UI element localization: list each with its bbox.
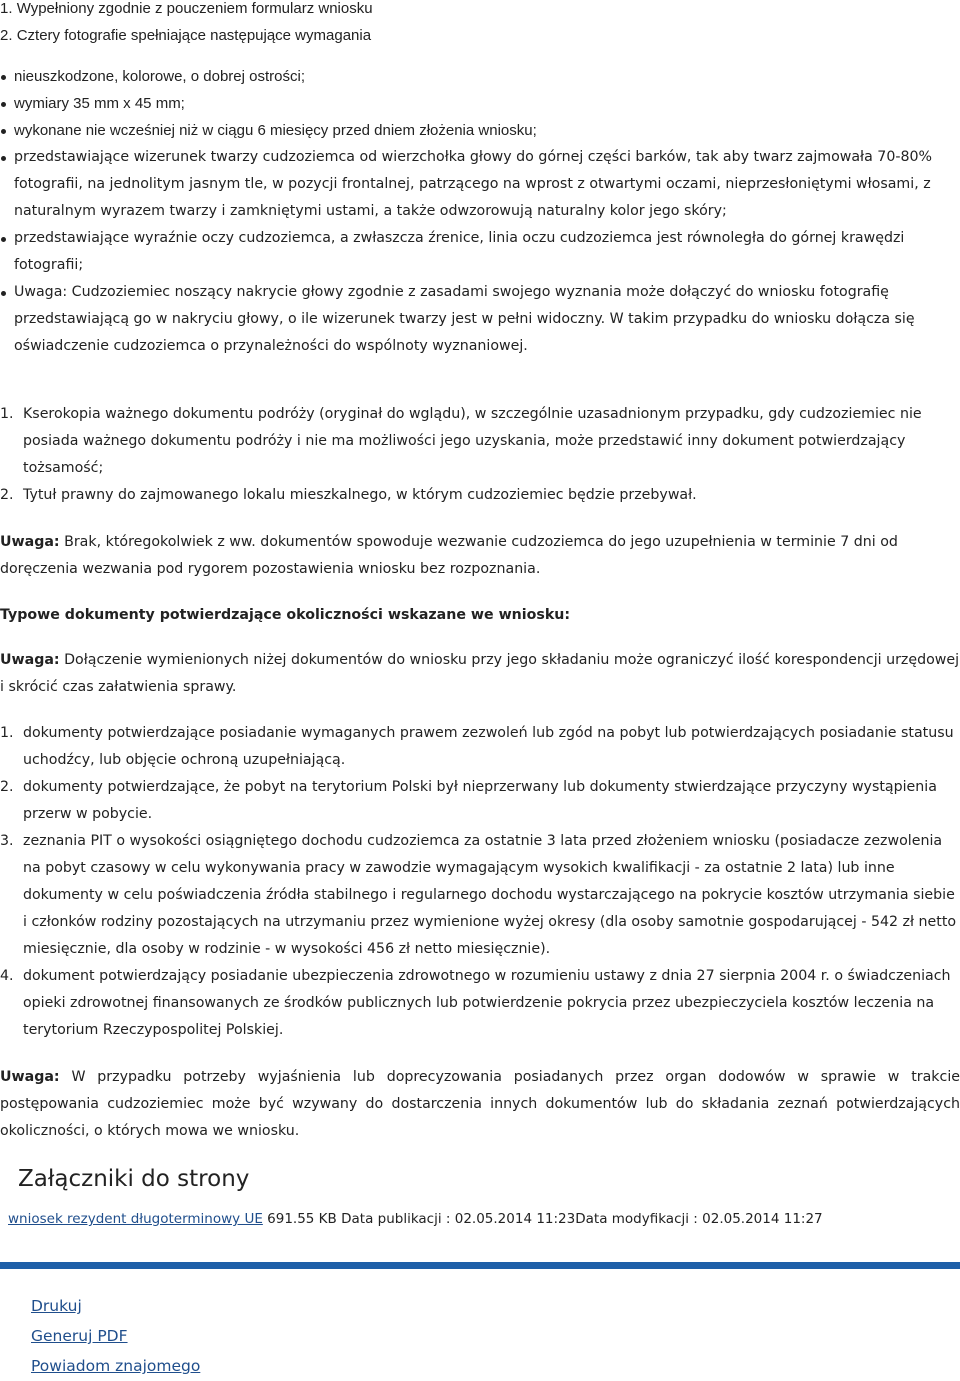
list-item: 3. zeznania PIT o wysokości osiągniętego dochodu cudzoziemca za ostatnie 3 lata przed złożeniem wniosku (posiadacze zezwolenia na pobyt czasowy w celu wykonywania pracy w zawodzie wymagającym wysokich kwalifikacji - za ostatnie 2 lata) lub inne dokumenty w celu poświadczenia źródła stabilnego i regularnego dochodu wystarczającego na pokrycie kosztów utrzymania siebie i członków rodziny pozostających na utrzymaniu przez wymienione wyżej okresy (dla osoby samotnie gospodarującej - 542 zł netto miesięcznie, dla osoby w rodzinie - w wysokości 456 zł netto miesięcznie). <box>0 833 957 957</box>
list-item: przedstawiające wyraźnie oczy cudzoziemca, a zwłaszcza źrenice, linia oczu cudzoziemca jest równoległa do górnej krawędzi fotografii; <box>0 225 960 279</box>
list-item: 2. Cztery fotografie spełniające następujące wymagania <box>0 27 372 44</box>
page-tools <box>31 1291 960 1381</box>
list-item: nieuszkodzone, kolorowe, o dobrej ostrości; <box>0 63 960 90</box>
list-item: 1. Wypełniony zgodnie z pouczeniem formularz wniosku <box>0 0 373 17</box>
typical-documents-list <box>0 720 960 1044</box>
separator-bar <box>0 1262 960 1269</box>
list-item: wykonane nie wcześniej niż w ciągu 6 miesięcy przed dniem złożenia wniosku; <box>0 117 960 144</box>
list-item: 1. dokumenty potwierdzające posiadanie wymaganych prawem zezwoleń lub zgód na pobyt lub potwierdzających posiadanie statusu uchodźcy, lub objęcie ochroną uzupełniającą. <box>0 725 954 768</box>
list-item: przedstawiające wizerunek twarzy cudzoziemca od wierzchołka głowy do górnej części barków, tak aby twarz zajmowała 70-80% fotografii, na jednolitym jasnym tle, w pozycji frontalnej, patrzącego na wprost z otwartymi oczami, nieprzesłoniętymi włosami, z naturalnym wyrazem twarzy i zamkniętymi ustami, a także odwzorowują naturalny kolor jego skóry; <box>0 144 960 225</box>
attachment-row <box>8 1206 960 1233</box>
note-attach-documents: Uwaga: Dołączenie wymienionych niżej dokumentów do wniosku przy jego składaniu może ograniczyć ilość korespondencji urzędowej i skrócić czas załatwienia sprawy. <box>0 652 960 695</box>
list-item: 2. Tytuł prawny do zajmowanego lokalu mieszkalnego, w którym cudzoziemiec będzie przebywał. <box>0 487 697 503</box>
list-item: 4. dokument potwierdzający posiadanie ubezpieczenia zdrowotnego w rozumieniu ustawy z dnia 27 sierpnia 2004 r. o świadczeniach opieki zdrowotnej finansowanych ze środków publicznych lub potwierdzenie pokrycia przez ubezpieczyciela kosztów leczenia na terytorium Rzeczypospolitej Polskiej. <box>0 968 951 1038</box>
attachments-heading: Załączniki do strony <box>18 1166 250 1192</box>
typical-documents-heading: Typowe dokumenty potwierdzające okoliczności wskazane we wniosku: <box>0 607 571 623</box>
list-item: 1. Kserokopia ważnego dokumentu podróży (oryginał do wglądu), w szczególnie uzasadnionym przypadku, gdy cudzoziemiec nie posiada ważnego dokumentu podróży i nie ma możliwości jego uzyskania, może przedstawić inny dokument potwierdzający tożsamość; <box>0 406 922 476</box>
attachment-size: 691.55 KB <box>267 1211 337 1227</box>
note-missing-documents: Uwaga: Brak, któregokolwiek z ww. dokumentów spowoduje wezwanie cudzoziemca do jego uzupełnienia w terminie 7 dni od doręczenia wezwania pod rygorem pozostawienia wniosku bez rozpoznania. <box>0 534 898 577</box>
list-item: Uwaga: Cudzoziemiec noszący nakrycie głowy zgodnie z zasadami swojego wyznania może dołączyć do wniosku fotografię przedstawiającą go w nakryciu głowy, o ile wizerunek twarzy jest w pełni widoczny. W takim przypadku do wniosku dołącza się oświadczenie cudzoziemca o przynależności do wspólnoty wyznaniowej. <box>0 279 960 360</box>
note-additional-evidence: Uwaga: W przypadku potrzeby wyjaśnienia lub doprecyzowania posiadanych przez organ dodowów w sprawie w trakcie postępowania cudzoziemiec może być wzywany do dostarczenia innych dokumentów lub do składania zeznań potwierdzających okoliczności, o których mowa we wniosku. <box>0 1069 960 1139</box>
attachment-published-date: Data publikacji : 02.05.2014 11:23 <box>341 1211 576 1227</box>
documents-list <box>0 401 960 509</box>
list-item: 2. dokumenty potwierdzające, że pobyt na terytorium Polski był nieprzerwany lub dokumenty stwierdzające przyczyny wystąpienia przerw w pobycie. <box>0 779 937 822</box>
list-item: wymiary 35 mm x 45 mm; <box>0 90 960 117</box>
attachment-modified-date: Data modyfikacji : 02.05.2014 11:27 <box>575 1211 823 1227</box>
notify-friend-link[interactable]: Powiadom znajomego <box>31 1357 201 1375</box>
photo-requirements-list <box>0 63 960 360</box>
generate-pdf-link[interactable]: Generuj PDF <box>31 1327 128 1345</box>
print-link[interactable]: Drukuj <box>31 1297 82 1315</box>
requirements-top-list <box>0 0 960 49</box>
attachment-file-link[interactable]: wniosek rezydent długoterminowy UE <box>8 1211 263 1227</box>
